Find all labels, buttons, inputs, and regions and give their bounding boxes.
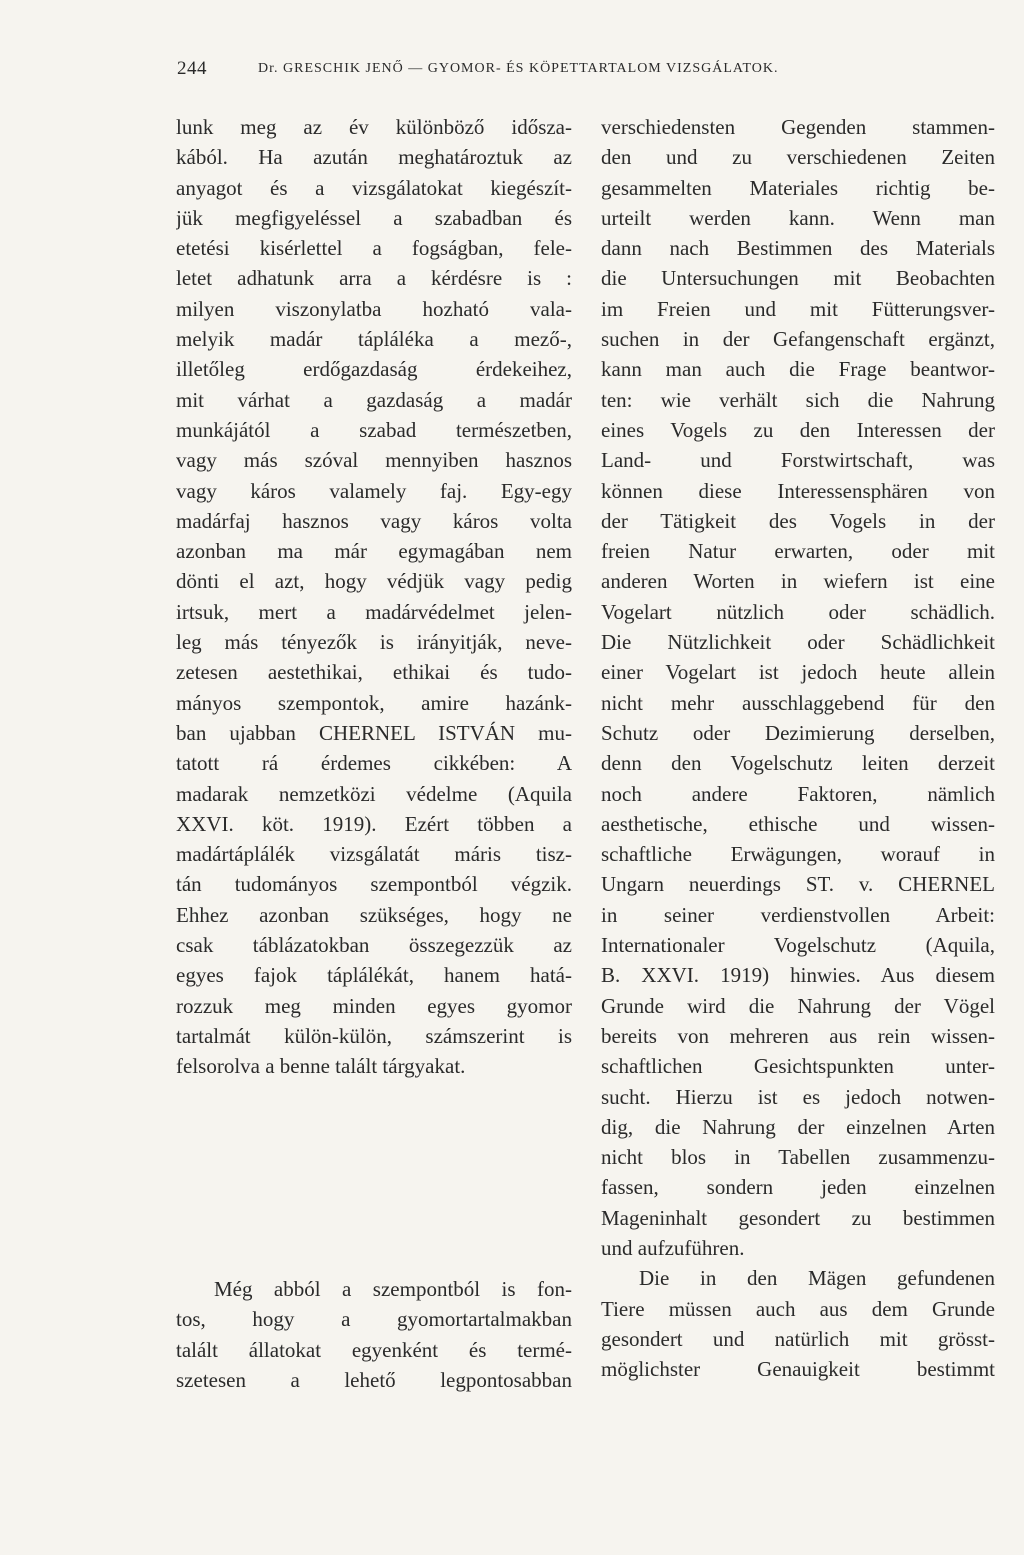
text-line: sucht. Hierzu ist es jedoch notwen- [601,1084,995,1109]
text-line: tos, hogy a gyomortartalmakban [176,1307,572,1332]
text-line: azonban ma már egymagában nem [176,539,572,564]
text-line: möglichster Genauigkeit bestimmt [601,1357,995,1382]
text-line: tatott rá érdemes cikkében: A [176,751,572,776]
text-line: anderen Worten in wiefern ist eine [601,569,995,594]
text-line: schaftlichen Gesichtspunkten unter- [601,1054,995,1079]
text-line: anyagot és a vizsgálatokat kiegészít- [176,175,572,200]
text-line: irtsuk, mert a madárvédelmet jelen- [176,599,572,624]
text-line: letet adhatunk arra a kérdésre is : [176,266,572,291]
text-line: talált állatokat egyenként és termé- [176,1337,572,1362]
page-number: 244 [177,58,207,79]
text-line: urteilt werden kann. Wenn man [601,205,995,230]
text-line: Internationaler Vogelschutz (Aquila, [601,933,995,958]
left-column-hungarian [176,112,572,1082]
text-line: szetesen a lehető legpontosabban [176,1367,572,1392]
text-line: munkájától a szabad természetben, [176,417,572,442]
text-line: die Untersuchungen mit Beobachten [601,266,995,291]
text-line: leg más tényezők is irányitják, neve- [176,630,572,655]
text-line: mit várhat a gazdaság a madár [176,387,572,412]
text-line: illetőleg erdőgazdaság érdekeihez, [176,357,572,382]
text-line: kann man auch die Frage beantwor- [601,357,995,382]
text-line: vagy más szóval mennyiben hasznos [176,448,572,473]
text-line: egyes fajok táplálékát, hanem hatá- [176,963,572,988]
text-line: in seiner verdienstvollen Arbeit: [601,902,995,927]
text-line: mányos szempontok, amire hazánk- [176,690,572,715]
text-line: im Freien und mit Fütterungsver- [601,296,995,321]
text-line: tán tudományos szempontból végzik. [176,872,572,897]
text-line: madártáplálék vizsgálatát máris tisz- [176,842,572,867]
text-line: Még abból a szempontból is fon- [214,1277,572,1301]
text-line: Grunde wird die Nahrung der Vögel [601,993,995,1018]
text-line: dig, die Nahrung der einzelnen Arten [601,1114,995,1139]
text-line: Ehhez azonban szükséges, hogy ne [176,902,572,927]
text-line: zetesen aestethikai, ethikai és tudo- [176,660,572,685]
text-line: felsorolva a benne talált tárgyakat. [176,1054,466,1079]
text-line: Vogelart nützlich oder schädlich. [601,599,995,624]
text-line: dönti el azt, hogy védjük vagy pedig [176,569,572,594]
text-line: noch andere Faktoren, nämlich [601,781,995,806]
text-line: dann nach Bestimmen des Materials [601,236,995,261]
text-line: denn den Vogelschutz leiten derzeit [601,751,995,776]
text-line: gesondert und natürlich mit grösst- [601,1326,995,1351]
text-line: Land- und Forstwirtschaft, was [601,448,995,473]
text-line: gesammelten Materiales richtig be- [601,175,995,200]
page-header [0,58,1024,88]
text-line: können diese Interessensphären von [601,478,995,503]
text-line: nicht mehr ausschlaggebend für den [601,690,995,715]
text-line: ban ujabban CHERNEL ISTVÁN mu- [176,720,572,745]
text-line: fassen, sondern jeden einzelnen [601,1175,995,1200]
text-line: bereits von mehreren aus rein wissen- [601,1023,995,1048]
text-line: rozzuk meg minden egyes gyomor [176,993,572,1018]
right-column-german [601,112,995,1384]
text-line: den und zu verschiedenen Zeiten [601,145,995,170]
text-line: madárfaj hasznos vagy káros volta [176,508,572,533]
text-line: schaftliche Erwägungen, worauf in [601,842,995,867]
text-line: einer Vogelart ist jedoch heute allein [601,660,995,685]
text-line: der Tätigkeit des Vogels in der [601,508,995,533]
text-line: lunk meg az év különböző idősza- [176,115,572,139]
text-line: Schutz oder Dezimierung derselben, [601,720,995,745]
text-line: melyik madár tápláléka a mező-, [176,327,572,352]
text-line: nicht blos in Tabellen zusammenzu- [601,1145,995,1170]
text-line: tartalmát külön-külön, számszerint is [176,1023,572,1048]
text-line: Mageninhalt gesondert zu bestimmen [601,1205,995,1230]
text-line: und aufzuführen. [601,1235,745,1260]
text-line: Tiere müssen auch aus dem Grunde [601,1296,995,1321]
text-line: eines Vogels zu den Interessen der [601,417,995,442]
text-line: B. XXVI. 1919) hinwies. Aus diesem [601,963,995,988]
text-line: verschiedensten Gegenden stammen- [601,115,995,139]
text-line: aesthetische, ethische und wissen- [601,811,995,836]
left-column-second-paragraph [176,1274,572,1395]
text-line: XXVI. köt. 1919). Ezért többen a [176,811,572,836]
text-line: jük megfigyeléssel a szabadban és [176,205,572,230]
text-line: csak táblázatokban összegezzük az [176,933,572,958]
text-line: etetési kisérlettel a fogságban, fele- [176,236,572,261]
text-line: Ungarn neuerdings ST. v. CHERNEL [601,872,995,897]
text-line: Die Nützlichkeit oder Schädlichkeit [601,630,995,655]
text-line: suchen in der Gefangenschaft ergänzt, [601,327,995,352]
text-line: kából. Ha azután meghatároztuk az [176,145,572,170]
text-line: madarak nemzetközi védelme (Aquila [176,781,572,806]
text-line: vagy káros valamely faj. Egy-egy [176,478,572,503]
text-line: Die in den Mägen gefundenen [639,1266,995,1291]
text-line: freien Natur erwarten, oder mit [601,539,995,564]
running-head: Dr. GRESCHIK JENŐ — GYOMOR- ÉS KÖPETTARTALOM VIZSGÁLATOK. [258,61,779,76]
text-line: milyen viszonylatba hozható vala- [176,296,572,321]
text-line: ten: wie verhält sich die Nahrung [601,387,995,412]
